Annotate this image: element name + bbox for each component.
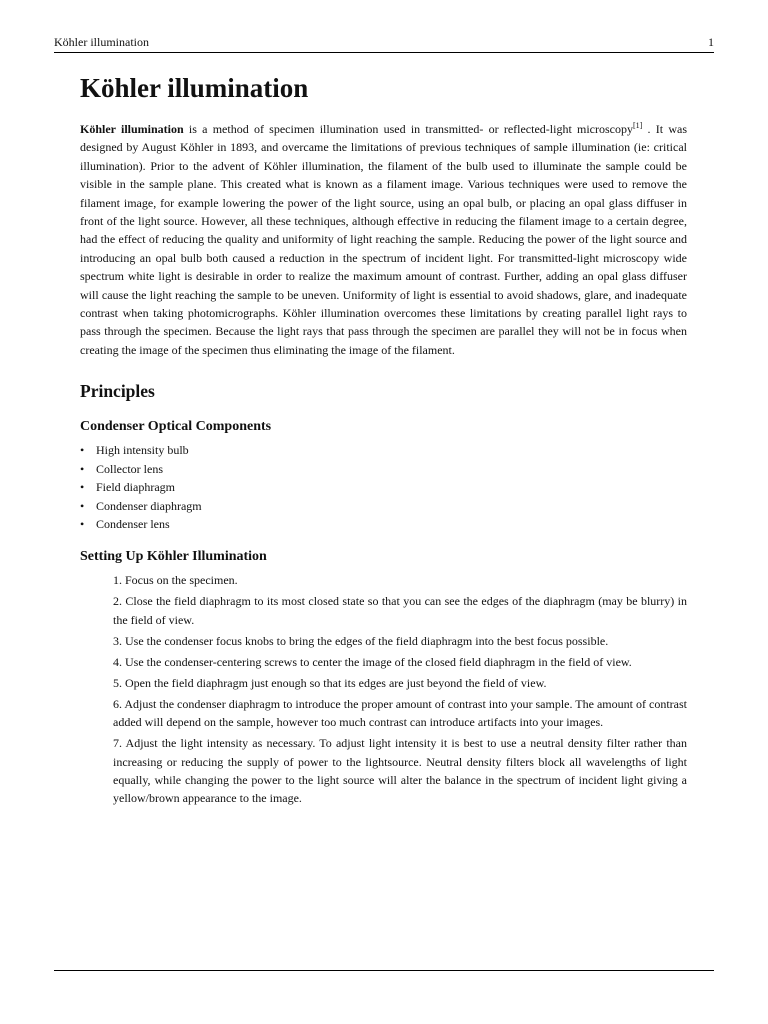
- bullet-icon: •: [80, 461, 85, 476]
- step-item: 4. Use the condenser-centering screws to center the image of the closed field diaphragm in the field of view.: [113, 654, 632, 669]
- list-item-text: Collector lens: [96, 461, 163, 476]
- intro-text-1: is a method of specimen illumination used in transmitted- or reflected-light microscopy: [183, 122, 633, 136]
- setup-steps-list: [113, 571, 687, 807]
- list-item: [80, 478, 687, 496]
- subheading-setup: Setting Up Köhler Illumination: [80, 549, 267, 565]
- list-item-text: Condenser lens: [96, 516, 170, 531]
- list-item: [80, 441, 687, 459]
- list-item-text: High intensity bulb: [96, 443, 189, 458]
- list-item: [80, 497, 687, 515]
- step-item: 2. Close the field diaphragm to its most closed state so that you can see the edges of the diaphragm (may be blurry) in the field of view.: [113, 594, 687, 627]
- citation-link[interactable]: [1]: [633, 121, 643, 130]
- intro-paragraph: [80, 120, 687, 359]
- intro-text-2: . It was designed by August Köhler in 1893, and overcame the limitations of previous techniques of sample illumination (ie: critical illumination). Prior to the advent of Köhler illumination, the filament of the bulb used to illuminate the sample could be visible in the sample plane. This created what is known as a filament image. Various techniques were used to remove the filament image, for example lowering the power of the light source, using an opal bulb, or placing an opal glass diffuser in front of the light source. However, all these techniques, although effective in reducing the filament image to a certain degree, had the effect of reducing the quality and uniformity of light reaching the sample. Reducing the power of the light source and introducing an opal bulb both caused a reduction in the spectrum of incident light. For transmitted-light microscopy wide spectrum white light is desirable in order to realize the maximum amount of contrast. Further, adding an opal glass diffuser will cause the light reaching the sample to be uneven. Uniformity of light is essential to avoid shadows, glare, and inadequate contrast when taking photomicrographs. Köhler illumination overcomes these limitations by creating parallel light rays to pass through the specimen. Because the light rays that pass through the specimen are parallel they will not be in focus when creating the image of the specimen thus eliminating the image of the filament.: [80, 122, 688, 357]
- page-number: 1: [708, 35, 714, 49]
- step-item: 5. Open the field diaphragm just enough so that its edges are just beyond the field of view.: [113, 675, 547, 690]
- bullet-icon: •: [80, 480, 85, 495]
- step-item: 3. Use the condenser focus knobs to bring the edges of the field diaphragm into the best focus possible.: [113, 633, 609, 648]
- components-list: [80, 441, 687, 533]
- intro-term: Köhler illumination: [80, 122, 184, 136]
- step-item: 1. Focus on the specimen.: [113, 573, 238, 588]
- list-item-text: Condenser diaphragm: [96, 498, 202, 513]
- article-body: [80, 70, 687, 810]
- bullet-icon: •: [80, 443, 85, 458]
- list-item-text: Field diaphragm: [96, 480, 175, 495]
- bullet-icon: •: [80, 498, 85, 513]
- running-header: [54, 34, 714, 53]
- list-item: [80, 460, 687, 478]
- page-title: Köhler illumination: [80, 73, 309, 103]
- step-item: 7. Adjust the light intensity as necessary. To adjust light intensity it is best to use a neutral density filter rather than increasing or reducing the supply of power to the lightsource. Neutral density filters block all wavelengths of light equally, while changing the power to the light source will alter the balance in the spectrum of incident light giving a yellow/brown appearance to the image.: [113, 736, 687, 806]
- step-item: 6. Adjust the condenser diaphragm to introduce the proper amount of contrast into your sample. The amount of contrast added will depend on the sample, however too much contrast can introduce artifacts into your images.: [113, 696, 687, 730]
- section-heading-principles: Principles: [80, 381, 155, 402]
- running-title: Köhler illumination: [54, 35, 149, 49]
- list-item: [80, 515, 687, 533]
- bullet-icon: •: [80, 516, 85, 531]
- subheading-components: Condenser Optical Components: [80, 419, 272, 435]
- footer-divider: [54, 970, 714, 971]
